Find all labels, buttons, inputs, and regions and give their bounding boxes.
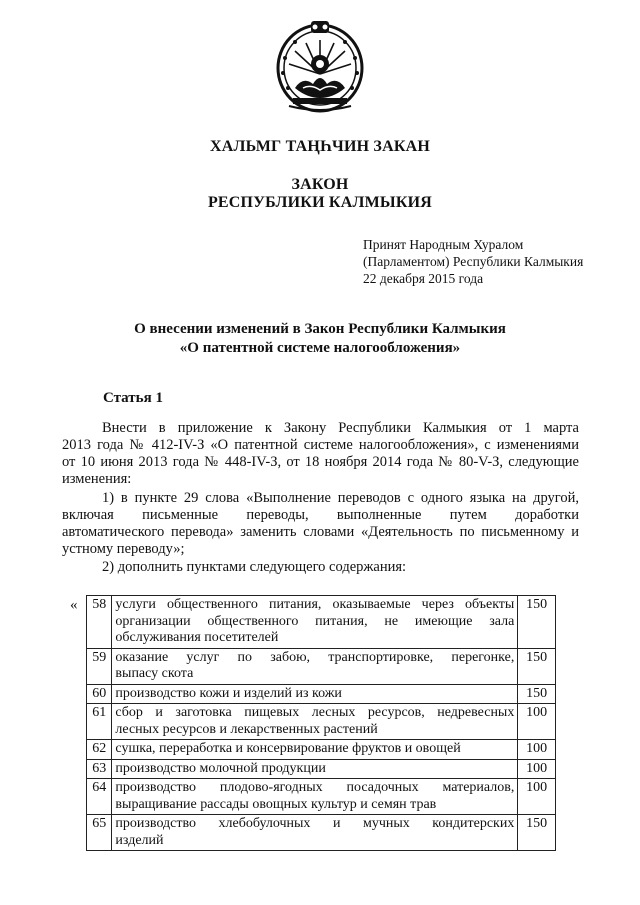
- description-line: выращивание рассады овощных культур и семян трав: [115, 796, 437, 812]
- description-line: изделий: [115, 832, 164, 848]
- text-line: 2) дополнить пунктами следующего содержания:: [102, 559, 407, 575]
- law-name-line-1: О внесении изменений в Закон Республики Калмыкия: [134, 321, 506, 337]
- item-value: 100: [518, 704, 556, 740]
- law-heading: ЗАКОН: [291, 176, 349, 193]
- paragraph-item-1: [62, 490, 579, 558]
- description-line: сушка, переработка и консервирование фруктов и овощей: [115, 741, 461, 756]
- republic-heading: РЕСПУБЛИКИ КАЛМЫКИЯ: [207, 194, 433, 211]
- kalmyk-law-title: ХАЛЬМГ ТАҢҺЧИН ЗАКАН: [209, 138, 431, 155]
- item-number: 58: [87, 596, 112, 649]
- text-line: устному переводу»;: [62, 541, 185, 557]
- text-line: Внести в приложение к Закону Республики Калмыкия от 1 марта: [102, 420, 579, 436]
- description-line: лесных ресурсов и лекарственных растений: [115, 721, 378, 737]
- table-row: [87, 704, 556, 740]
- adoption-line-1: Принят Народным Хуралом: [363, 237, 524, 252]
- paragraph-item-2: [62, 559, 579, 576]
- description-line: производство плодово-ягодных посадочных материалов,: [115, 780, 515, 795]
- item-value: 100: [518, 759, 556, 779]
- item-value: 150: [518, 596, 556, 649]
- item-description: [112, 704, 518, 740]
- item-number: 63: [87, 759, 112, 779]
- item-value: 100: [518, 779, 556, 815]
- table-row: [87, 684, 556, 704]
- item-number: 65: [87, 815, 112, 851]
- text-line: автоматического перевода» заменить словами «Деятельность по письменному и: [62, 524, 579, 540]
- item-description: [112, 759, 518, 779]
- item-description: [112, 815, 518, 851]
- table-row: [87, 648, 556, 684]
- item-number: 61: [87, 704, 112, 740]
- adoption-date: 22 декабря 2015 года: [363, 271, 484, 286]
- table-row: [87, 779, 556, 815]
- adoption-line-2: (Парламентом) Республики Калмыкия: [363, 254, 584, 269]
- item-number: 62: [87, 740, 112, 760]
- item-value: 150: [518, 815, 556, 851]
- text-line: изменения:: [62, 471, 132, 487]
- description-line: сбор и заготовка пищевых лесных ресурсов, недревесных: [115, 705, 515, 720]
- adoption-note: [363, 236, 583, 287]
- text-line: включая письменные переводы, выполненные путем доработки: [62, 507, 579, 523]
- description-line: организации общественного питания, не имеющие зала: [115, 613, 515, 629]
- item-description: [112, 779, 518, 815]
- item-number: 64: [87, 779, 112, 815]
- text-line: 2013 года № 412-IV-З «О патентной системе налогообложения», с изменениями: [62, 437, 579, 453]
- law-name-line-2: «О патентной системе налогообложения»: [179, 340, 461, 356]
- opening-quote: «: [70, 597, 78, 613]
- items-table: [86, 595, 556, 851]
- description-line: производство кожи и изделий из кожи: [115, 685, 342, 701]
- description-line: выпасу скота: [115, 666, 194, 681]
- item-value: 100: [518, 740, 556, 760]
- kalmykia-emblem: [273, 18, 367, 116]
- text-line: от 10 июня 2013 года № 448-IV-З, от 18 ноября 2014 года № 80-V-З, следующие: [62, 454, 579, 470]
- description-line: обслуживания посетителей: [115, 630, 279, 645]
- description-line: производство молочной продукции: [115, 760, 326, 776]
- text-line: 1) в пункте 29 слова «Выполнение переводов с одного языка на другой,: [102, 490, 579, 506]
- item-description: [112, 596, 518, 649]
- item-description: [112, 684, 518, 704]
- item-value: 150: [518, 648, 556, 684]
- paragraph-intro: [62, 420, 579, 488]
- item-number: 59: [87, 648, 112, 684]
- table-row: [87, 740, 556, 760]
- item-number: 60: [87, 684, 112, 704]
- article-title: Статья 1: [103, 390, 163, 406]
- description-line: услуги общественного питания, оказываемые через объекты: [115, 597, 515, 612]
- table-row: [87, 815, 556, 851]
- item-value: 150: [518, 684, 556, 704]
- item-description: [112, 740, 518, 760]
- table-row: [87, 596, 556, 649]
- item-description: [112, 648, 518, 684]
- description-line: оказание услуг по забою, транспортировке, перегонке,: [115, 649, 515, 665]
- table-row: [87, 759, 556, 779]
- description-line: производство хлебобулочных и мучных кондитерских: [115, 816, 515, 831]
